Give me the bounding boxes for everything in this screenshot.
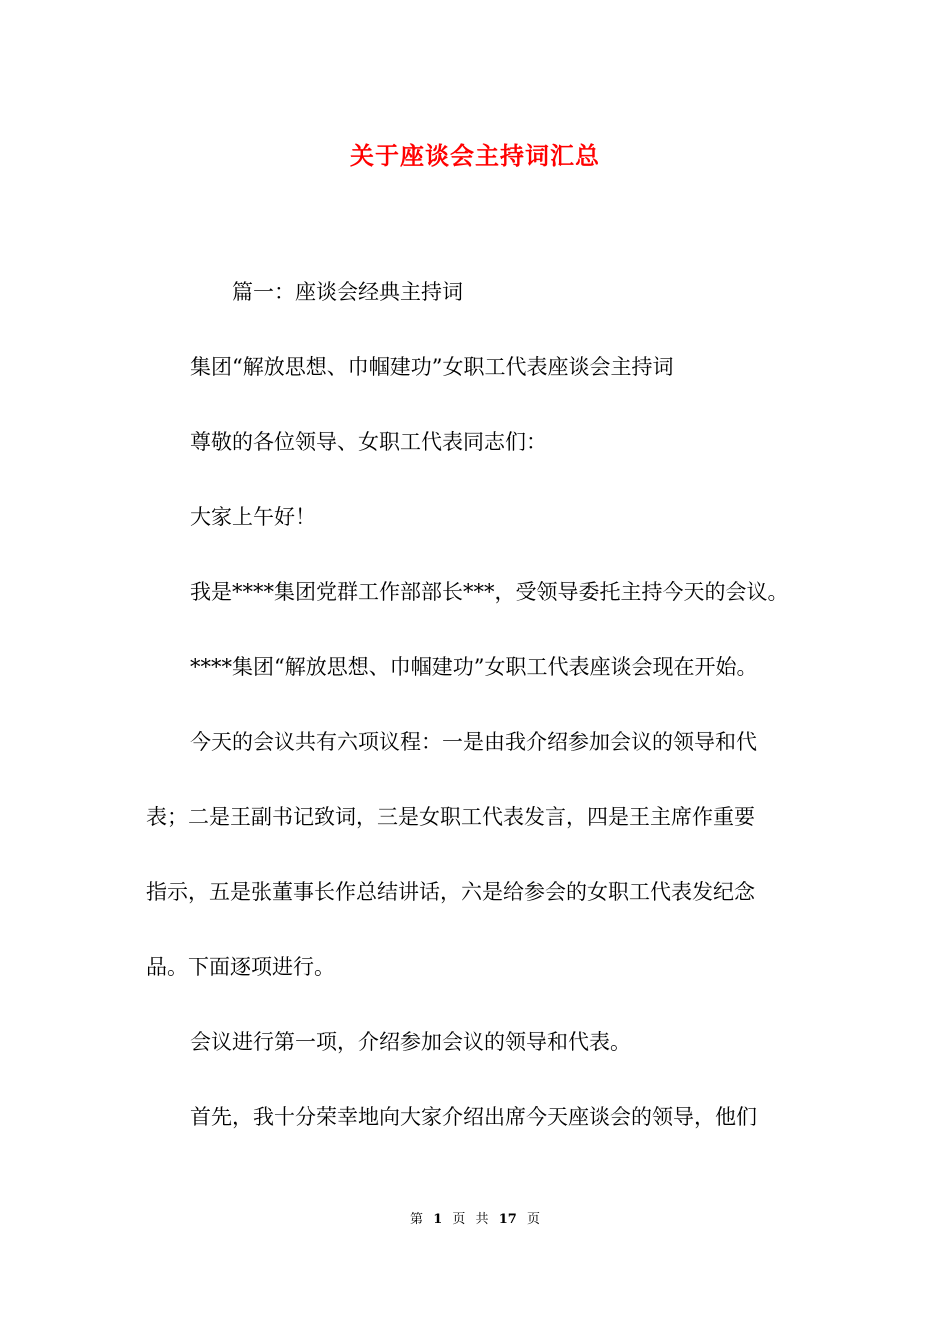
page-footer — [0, 1208, 950, 1227]
footer-suffix: 页 — [526, 1212, 540, 1227]
paragraph-line: 集团“解放思想、巾帼建功”女职工代表座谈会主持词 — [190, 355, 674, 379]
footer-page-number: 1 — [433, 1212, 443, 1227]
paragraph-line: 首先，我十分荣幸地向大家介绍出席今天座谈会的领导，他们 — [190, 1105, 757, 1129]
paragraph-line: 今天的会议共有六项议程：一是由我介绍参加会议的领导和代 — [190, 730, 757, 754]
paragraph-line: 尊敬的各位领导、女职工代表同志们： — [190, 430, 547, 454]
footer-page-word: 页 — [452, 1212, 466, 1227]
paragraph-line: 指示，五是张董事长作总结讲话，六是给参会的女职工代表发纪念 — [146, 880, 755, 904]
paragraph-line: 品。下面逐项进行。 — [146, 955, 335, 979]
paragraph-line: ****集团“解放思想、巾帼建功”女职工代表座谈会现在开始。 — [190, 655, 758, 679]
paragraph-line: 表；二是王副书记致词，三是女职工代表发言，四是王主席作重要 — [146, 805, 755, 829]
footer-prefix: 第 — [410, 1212, 424, 1227]
section-heading: 篇一：座谈会经典主持词 — [232, 280, 463, 304]
paragraph-line: 会议进行第一项，介绍参加会议的领导和代表。 — [190, 1030, 631, 1054]
paragraph-line: 大家上午好！ — [190, 505, 316, 529]
footer-total-pages: 17 — [498, 1212, 517, 1227]
footer-total-word: 共 — [475, 1212, 489, 1227]
document-title: 关于座谈会主持词汇总 — [350, 141, 600, 170]
paragraph-line: 我是****集团党群工作部部长***，受领导委托主持今天的会议。 — [190, 580, 789, 604]
